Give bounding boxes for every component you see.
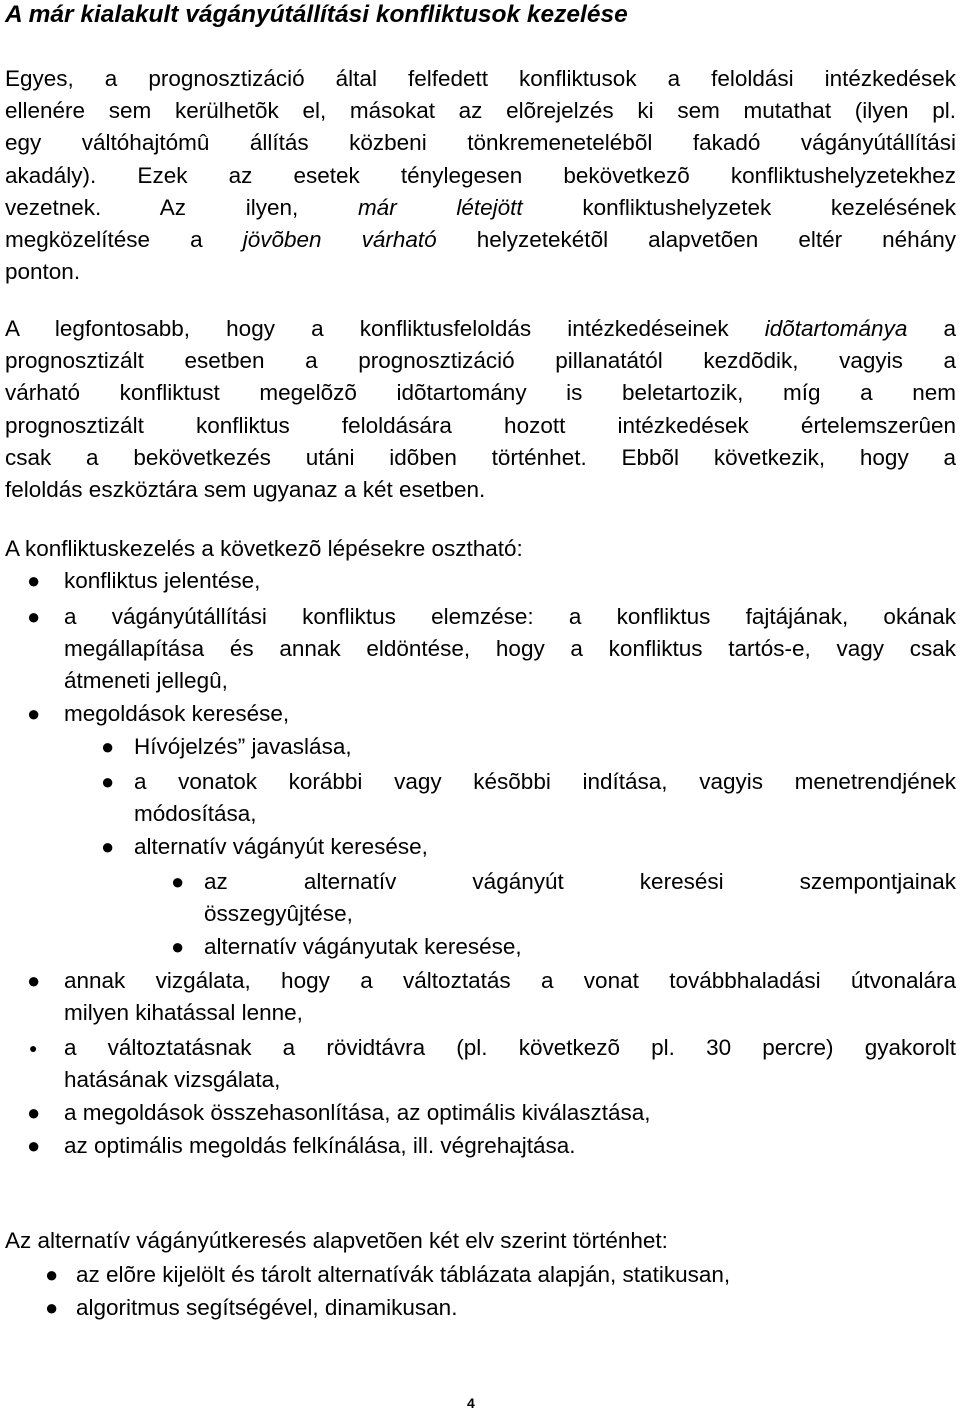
bullet-icon: ● <box>45 1262 59 1287</box>
list-item: a vágányútállítási konfliktus elemzése: a konfliktus fajtájának, okának megállapítása és annak eldöntése, hogy a konfliktus tartós-e, vagy csak átmeneti jellegû, <box>64 604 956 694</box>
list-item: alternatív vágányút keresése, <box>134 834 428 859</box>
paragraph-1 <box>5 63 956 288</box>
list-item: a változtatásnak a rövidtávra (pl. következõ pl. 30 percre) gyakorolt hatásának vizsgálata, <box>64 1035 956 1093</box>
paragraph-2-line: A legfontosabb, hogy a konfliktusfeloldás intézkedéseinek idõtartománya a <box>5 316 957 341</box>
list-item: Hívójelzés” javaslása, <box>134 734 352 759</box>
bullet-icon: ● <box>29 1040 38 1056</box>
list-item: algoritmus segítségével, dinamikusan. <box>76 1295 458 1320</box>
list-item: konfliktus jelentése, <box>64 568 261 593</box>
list-item: az alternatív vágányút keresési szempontjainak összegyûjtése, <box>204 869 956 927</box>
paragraph-2 <box>5 313 956 506</box>
paragraph-1-line: Egyes, a prognosztizáció által felfedett konfliktusok a feloldási intézkedések <box>5 66 956 91</box>
bullet-icon: ● <box>27 701 41 726</box>
bullet-icon: ● <box>171 869 185 894</box>
paragraph-1-line: vezetnek. Az ilyen, már létejött konfliktushelyzetek kezelésének <box>5 194 956 220</box>
paragraph-2-line: csak a bekövetkezés utáni idõben történhet. Ebbõl következik, hogy a <box>5 444 956 470</box>
paragraph-1-line: akadály). Ezek az esetek ténylegesen bekövetkezõ konfliktushelyzetekhez <box>5 162 956 188</box>
bullet-icon: ● <box>27 1133 41 1158</box>
list-item: annak vizgálata, hogy a változtatás a vonat továbbhaladási útvonalára milyen kihatással lenne, <box>64 968 956 1026</box>
bullet-icon: ● <box>27 604 41 629</box>
paragraph-2-line: prognosztizált konfliktus feloldására hozott intézkedések értelemszerûen <box>5 412 956 438</box>
paragraph-2-line: prognosztizált esetben a prognosztizáció pillanatától kezdõdik, vagyis a <box>5 348 956 374</box>
bullet-icon: ● <box>27 568 41 593</box>
section-heading: A már kialakult vágányútállítási konfliktusok kezelése <box>5 1 628 28</box>
paragraph-1-line: egy váltóhajtómû állítás közbeni tönkremenetelébõl fakadó vágányútállítási <box>5 130 956 156</box>
paragraph-1-line: megközelítése a jövõben várható helyzetekétõl alapvetõen eltér néhány <box>5 227 956 253</box>
list-item: megoldások keresése, <box>64 701 290 726</box>
list-item: a vonatok korábbi vagy késõbbi indítása, vagyis menetrendjének módosítása, <box>134 769 956 827</box>
alt-intro: Az alternatív vágányútkeresés alapvetõen két elv szerint történhet: <box>5 1228 668 1253</box>
bullet-icon: ● <box>27 1100 41 1125</box>
list-item: alternatív vágányutak keresése, <box>204 934 522 959</box>
page-number: 4 <box>467 1395 475 1411</box>
steps-intro: A konfliktuskezelés a következõ lépésekre osztható: <box>5 536 523 561</box>
bullet-icon: ● <box>101 769 115 794</box>
list-item: a megoldások összehasonlítása, az optimális kiválasztása, <box>64 1100 651 1125</box>
paragraph-1-line: ellenére sem kerülhetõk el, másokat az elõrejelzés ki sem mutathat (ilyen pl. <box>5 98 956 124</box>
bullet-icon: ● <box>101 834 115 859</box>
bullet-icon: ● <box>27 968 41 993</box>
bullet-icon: ● <box>45 1295 59 1320</box>
list-item: az optimális megoldás felkínálása, ill. végrehajtása. <box>64 1133 576 1158</box>
bullet-icon: ● <box>101 734 115 759</box>
bullet-icon: ● <box>171 934 185 959</box>
paragraph-2-line: várható konfliktust megelõzõ idõtartomány is beletartozik, míg a nem <box>5 380 956 406</box>
paragraph-1-line: ponton. <box>5 259 81 285</box>
list-item: az elõre kijelölt és tárolt alternatívák táblázata alapján, statikusan, <box>76 1262 731 1287</box>
paragraph-2-line: feloldás eszköztára sem ugyanaz a két esetben. <box>5 477 486 503</box>
